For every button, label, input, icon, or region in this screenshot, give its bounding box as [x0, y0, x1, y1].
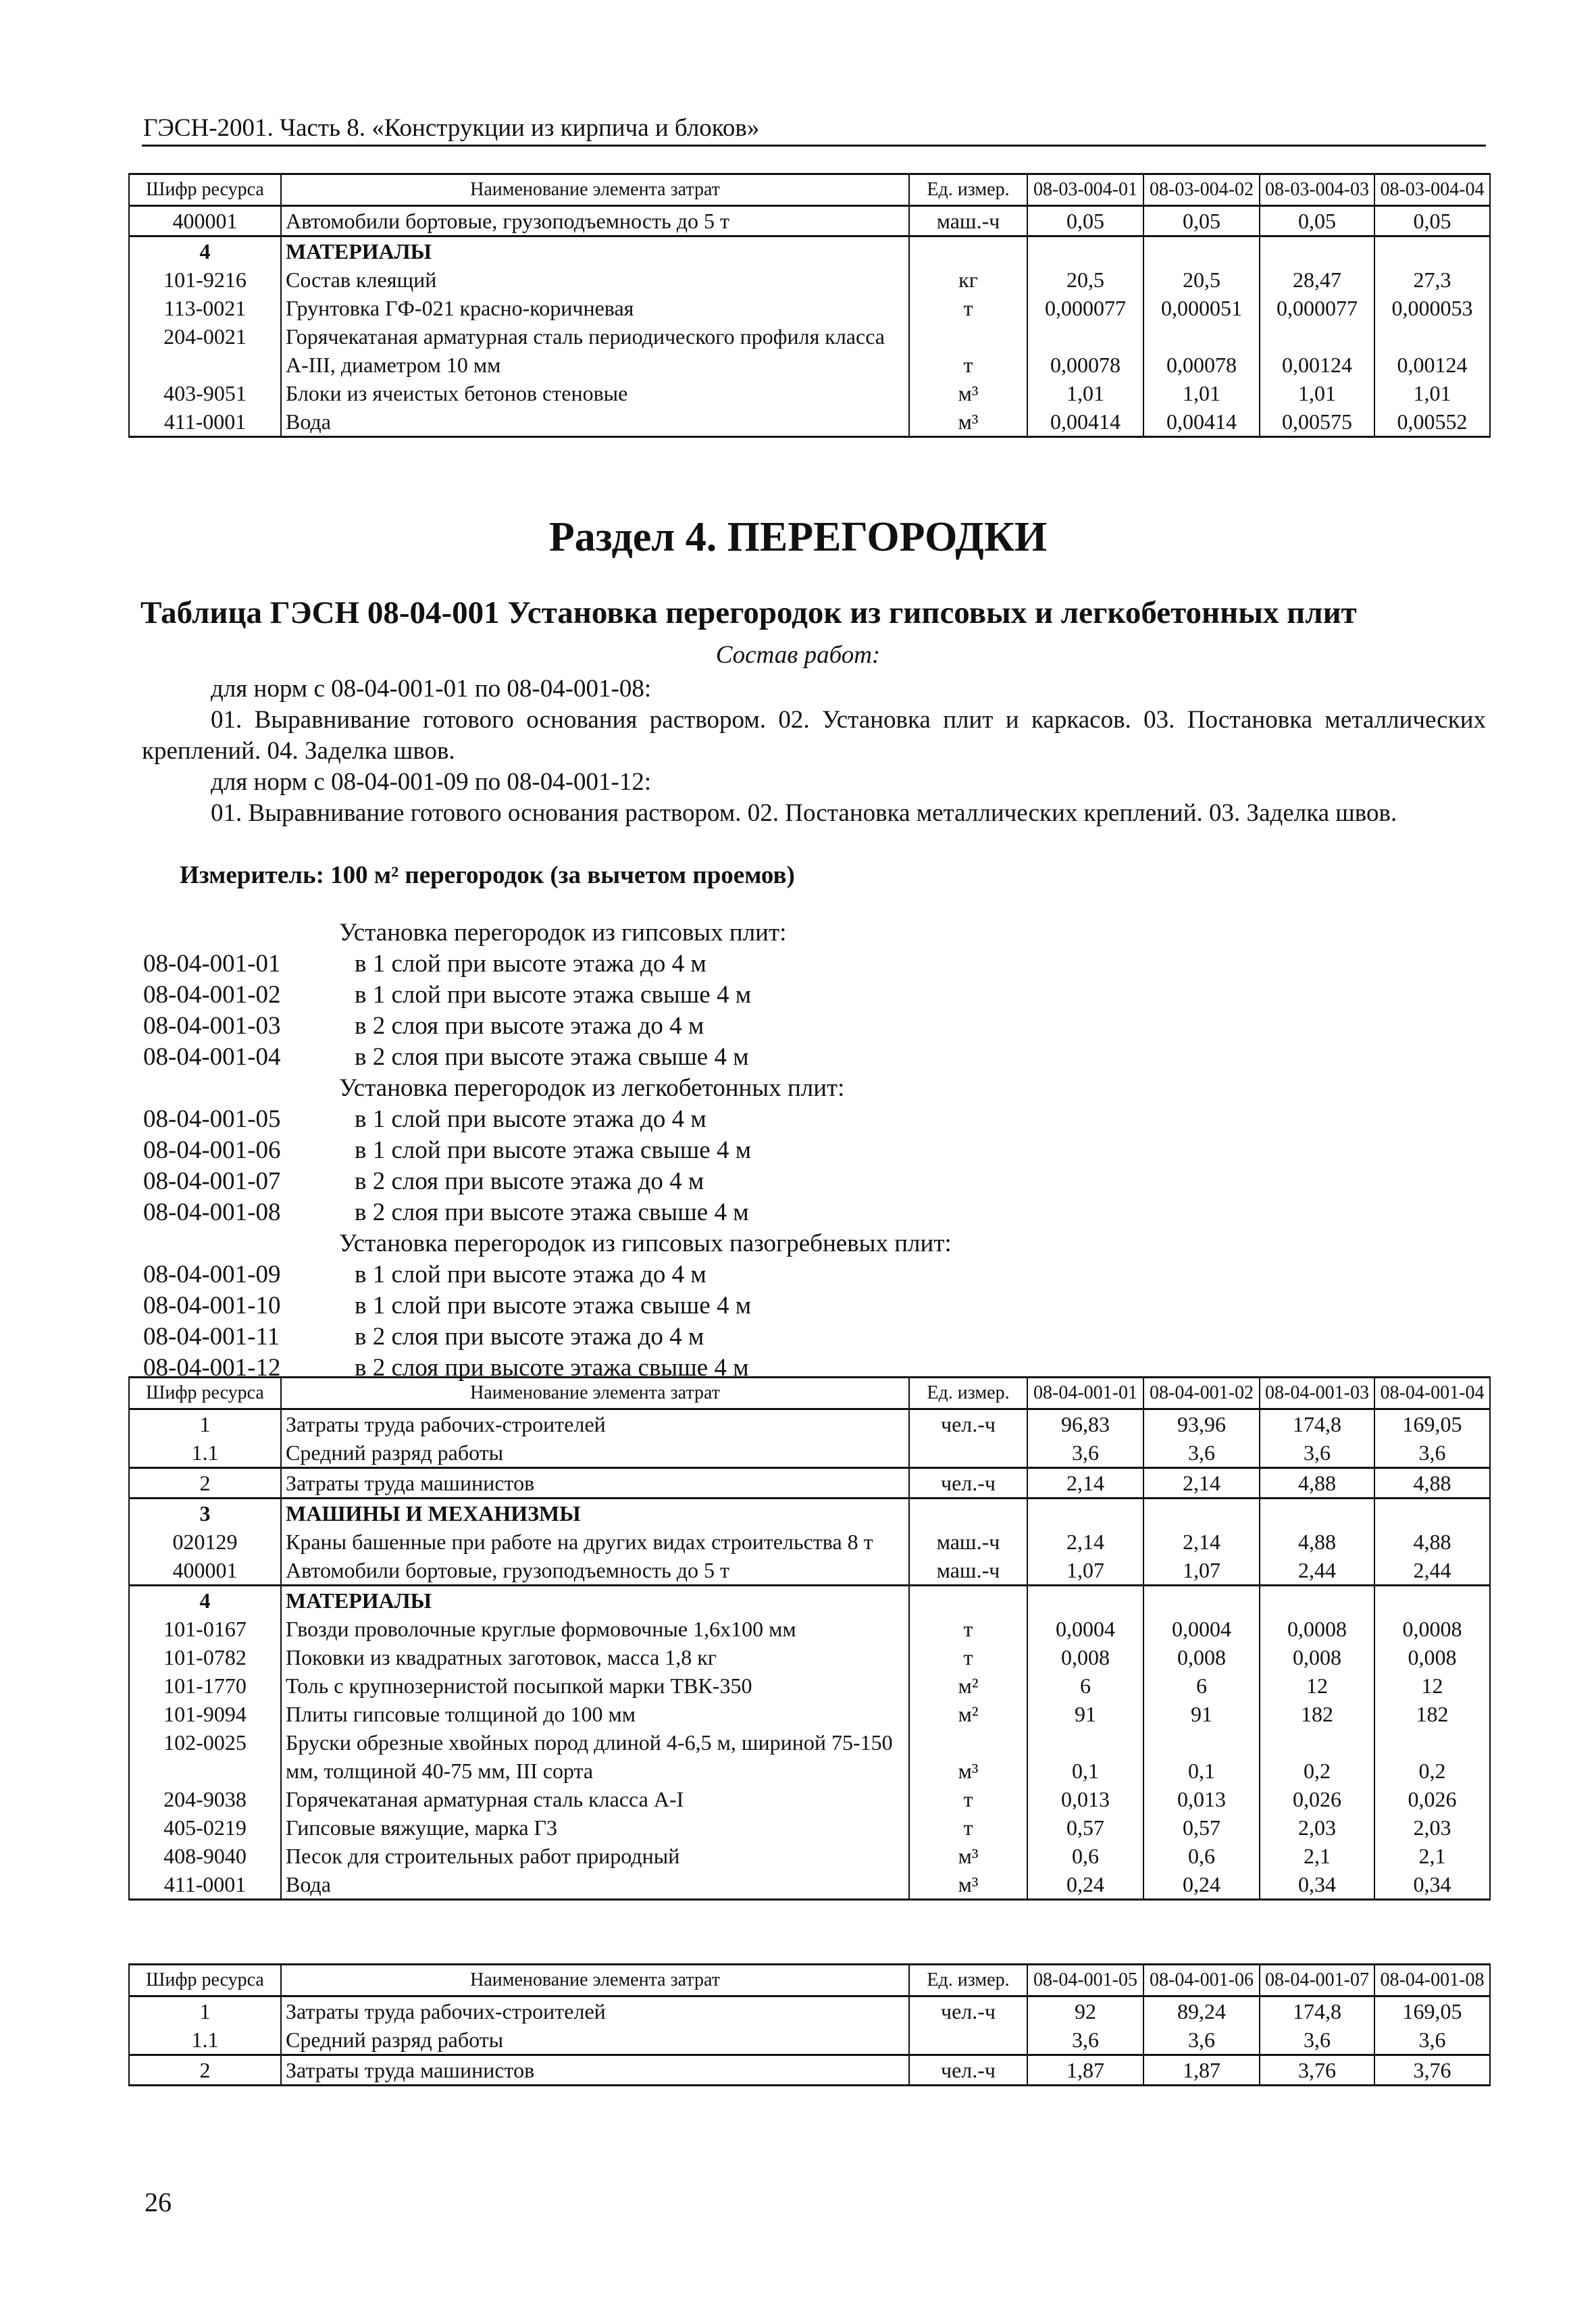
- cost-element-name: Песок для строительных работ природный: [281, 1842, 909, 1870]
- norm-value: 0,1: [1027, 1728, 1143, 1785]
- work-intro-2: для норм с 08-04-001-09 по 08-04-001-12:: [211, 768, 652, 796]
- resource-code: 403-9051: [129, 379, 281, 407]
- running-header: ГЭСН-2001. Часть 8. «Конструкции из кирпича и блоков»: [143, 114, 760, 142]
- unit-of-measure: чел.-ч: [909, 1468, 1027, 1499]
- cost-element-name: Автомобили бортовые, грузоподъемность до 5 т: [281, 1556, 909, 1586]
- resource-code: 204-9038: [129, 1785, 281, 1813]
- table-row: [129, 1785, 1490, 1813]
- unit-of-measure: м³: [909, 1728, 1027, 1785]
- norm-value: 96,83: [1027, 1409, 1143, 1439]
- norm-value: 0,34: [1374, 1870, 1490, 1900]
- norm-value: 2,44: [1260, 1556, 1374, 1586]
- norm-value: 1,01: [1374, 379, 1490, 407]
- norm-value: 0,2: [1260, 1728, 1374, 1785]
- norm-value: [1143, 1499, 1260, 1528]
- norm-value: 0,026: [1374, 1785, 1490, 1813]
- resource-code: 400001: [129, 1556, 281, 1586]
- page-number: 26: [145, 2187, 172, 2217]
- norm-value: 0,008: [1143, 1643, 1260, 1671]
- norm-code: 08-04-001-11: [143, 1323, 280, 1351]
- norm-description: в 1 слой при высоте этажа свыше 4 м: [355, 981, 752, 1009]
- norm-value: 0,05: [1260, 206, 1374, 236]
- table-title: Таблица ГЭСН 08-04-001 Установка перегородок из гипсовых и легкобетонных плит: [140, 595, 1357, 630]
- work-text-1: 01. Выравнивание готового основания раствором. 02. Установка плит и каркасов. 03. Постановка металлических креплений. 04. Заделка швов.: [142, 706, 1486, 765]
- norm-value: 20,5: [1143, 266, 1260, 294]
- resource-code: 2: [129, 2055, 281, 2086]
- col-header-code: Шифр ресурса: [129, 174, 281, 206]
- unit-of-measure: кг: [909, 266, 1027, 294]
- col-header-code: Шифр ресурса: [129, 1378, 281, 1409]
- norm-code: 08-04-001-12: [143, 1354, 281, 1382]
- col-header-name: Наименование элемента затрат: [281, 1965, 909, 1996]
- norm-value: 2,03: [1260, 1813, 1374, 1842]
- table-row: [129, 1468, 1490, 1499]
- norm-value: 3,6: [1027, 1438, 1143, 1468]
- cost-element-name: Вода: [281, 1870, 909, 1900]
- norm-description: в 1 слой при высоте этажа до 4 м: [355, 950, 706, 978]
- unit-of-measure: м²: [909, 1671, 1027, 1700]
- resource-code: 101-0167: [129, 1615, 281, 1643]
- cost-element-name: Затраты труда машинистов: [281, 2055, 909, 2086]
- unit-of-measure: чел.-ч: [909, 1409, 1027, 1439]
- norm-value: 0,00124: [1260, 322, 1374, 379]
- unit-of-measure: чел.-ч: [909, 2055, 1027, 2086]
- norm-value: 3,76: [1374, 2055, 1490, 2086]
- table-row: [129, 1671, 1490, 1700]
- table-row: [129, 1643, 1490, 1671]
- norm-value: 0,000053: [1374, 294, 1490, 322]
- norm-value: 0,008: [1027, 1643, 1143, 1671]
- table-row: [129, 379, 1490, 407]
- cost-element-name: Блоки из ячеистых бетонов стеновые: [281, 379, 909, 407]
- table-row: [129, 1700, 1490, 1728]
- norm-description: в 2 слоя при высоте этажа до 4 м: [355, 1323, 704, 1351]
- resource-code: 113-0021: [129, 294, 281, 322]
- unit-of-measure: маш.-ч: [909, 1528, 1027, 1556]
- col-header-unit: Ед. измер.: [909, 1965, 1027, 1996]
- table-row: [129, 1615, 1490, 1643]
- cost-element-name: Состав клеящий: [281, 266, 909, 294]
- norm-value: 91: [1143, 1700, 1260, 1728]
- norm-description: в 1 слой при высоте этажа свыше 4 м: [355, 1136, 752, 1164]
- norm-value: 1,07: [1143, 1556, 1260, 1586]
- unit-of-measure: т: [909, 1785, 1027, 1813]
- norm-code: 08-04-001-04: [143, 1043, 281, 1071]
- norm-code: 08-04-001-07: [143, 1167, 281, 1195]
- unit-of-measure: т: [909, 1813, 1027, 1842]
- norm-description: в 1 слой при высоте этажа свыше 4 м: [355, 1292, 752, 1319]
- cost-element-name: Затраты труда рабочих-строителей: [281, 1409, 909, 1439]
- table-row: [129, 1842, 1490, 1870]
- norm-value: 0,0004: [1027, 1615, 1143, 1643]
- norm-value: 1,07: [1027, 1556, 1143, 1586]
- unit-of-measure: м³: [909, 407, 1027, 437]
- resource-code: 3: [129, 1499, 281, 1528]
- norm-value: 0,0008: [1374, 1615, 1490, 1643]
- table-row: [129, 2026, 1490, 2055]
- norm-value: 2,14: [1027, 1528, 1143, 1556]
- norm-value: 0,0008: [1260, 1615, 1374, 1643]
- norm-value: 0,57: [1143, 1813, 1260, 1842]
- cost-element-name: Краны башенные при работе на других видах строительства 8 т: [281, 1528, 909, 1556]
- norm-value: [1374, 1586, 1490, 1615]
- norm-value: 0,013: [1143, 1785, 1260, 1813]
- resource-code: 408-9040: [129, 1842, 281, 1870]
- cost-element-name: Автомобили бортовые, грузоподъемность до 5 т: [281, 206, 909, 236]
- cost-element-name: Горячекатаная арматурная сталь периодического профиля класса А-III, диаметром 10 мм: [281, 322, 909, 379]
- norm-value: 1,87: [1143, 2055, 1260, 2086]
- col-header-name: Наименование элемента затрат: [281, 174, 909, 206]
- norm-value: 169,05: [1374, 1996, 1490, 2026]
- unit-of-measure: т: [909, 294, 1027, 322]
- unit-of-measure: [909, 1499, 1027, 1528]
- norm-description: в 2 слоя при высоте этажа свыше 4 м: [355, 1199, 749, 1226]
- cost-element-name: Затраты труда рабочих-строителей: [281, 1996, 909, 2026]
- norm-value: 6: [1143, 1671, 1260, 1700]
- col-header-code: Шифр ресурса: [129, 1965, 281, 1996]
- norm-value: [1027, 236, 1143, 266]
- table-row: [129, 1556, 1490, 1586]
- cost-element-name: Гипсовые вяжущие, марка Г3: [281, 1813, 909, 1842]
- col-header-norm: 08-03-004-02: [1143, 174, 1260, 206]
- cost-element-name: Средний разряд работы: [281, 2026, 909, 2055]
- resource-code: 101-1770: [129, 1671, 281, 1700]
- norm-value: 12: [1260, 1671, 1374, 1700]
- measurement-unit: Измеритель: 100 м² перегородок (за вычетом проемов): [180, 861, 795, 889]
- resource-code: 101-9094: [129, 1700, 281, 1728]
- table-row: [129, 1499, 1490, 1528]
- work-intro-1: для норм с 08-04-001-01 по 08-04-001-08:: [211, 675, 652, 703]
- norm-code: 08-04-001-02: [143, 981, 281, 1009]
- col-header-norm: 08-04-001-08: [1374, 1965, 1490, 1996]
- col-header-norm: 08-04-001-04: [1374, 1378, 1490, 1409]
- table-row: [129, 1813, 1490, 1842]
- col-header-norm: 08-04-001-02: [1143, 1378, 1260, 1409]
- section-title: Раздел 4. ПЕРЕГОРОДКИ: [548, 514, 1048, 560]
- norm-code: 08-04-001-08: [143, 1199, 281, 1226]
- norm-value: 0,05: [1143, 206, 1260, 236]
- norm-value: 0,026: [1260, 1785, 1374, 1813]
- unit-of-measure: м³: [909, 1870, 1027, 1900]
- norm-value: 3,6: [1143, 2026, 1260, 2055]
- norm-value: 28,47: [1260, 266, 1374, 294]
- norm-value: 0,000077: [1027, 294, 1143, 322]
- norm-value: 1,01: [1260, 379, 1374, 407]
- norm-value: 1,01: [1143, 379, 1260, 407]
- header-rule: [142, 145, 1486, 147]
- norm-value: 0,6: [1027, 1842, 1143, 1870]
- norm-group-title: Установка перегородок из легкобетонных плит:: [339, 1074, 845, 1102]
- norm-group-title: Установка перегородок из гипсовых плит:: [339, 919, 787, 947]
- col-header-norm: 08-04-001-01: [1027, 1378, 1143, 1409]
- norm-description: в 2 слоя при высоте этажа до 4 м: [355, 1167, 704, 1195]
- norm-code: 08-04-001-03: [143, 1012, 281, 1040]
- norm-value: 3,6: [1260, 2026, 1374, 2055]
- table-row: [129, 1438, 1490, 1468]
- norm-value: [1260, 1499, 1374, 1528]
- col-header-norm: 08-03-004-03: [1260, 174, 1374, 206]
- norm-description: в 2 слоя при высоте этажа свыше 4 м: [355, 1354, 749, 1382]
- norm-value: 4,88: [1374, 1468, 1490, 1499]
- table-row: [129, 1586, 1490, 1615]
- table-row: [129, 206, 1490, 236]
- norm-value: 0,2: [1374, 1728, 1490, 1785]
- work-composition-label: Состав работ:: [715, 641, 881, 669]
- cost-element-name: МАТЕРИАЛЫ: [281, 236, 909, 266]
- col-header-norm: 08-04-001-06: [1143, 1965, 1260, 1996]
- table-row: [129, 294, 1490, 322]
- norm-value: 4,88: [1260, 1468, 1374, 1499]
- cost-element-name: Бруски обрезные хвойных пород длиной 4-6,5 м, шириной 75-150 мм, толщиной 40-75 мм, III сорта: [281, 1728, 909, 1785]
- norm-value: 3,6: [1027, 2026, 1143, 2055]
- norm-value: 174,8: [1260, 1409, 1374, 1439]
- cost-element-name: МАШИНЫ И МЕХАНИЗМЫ: [281, 1499, 909, 1528]
- norm-value: 2,14: [1143, 1468, 1260, 1499]
- norm-value: 89,24: [1143, 1996, 1260, 2026]
- norm-value: 0,000051: [1143, 294, 1260, 322]
- norm-value: 3,76: [1260, 2055, 1374, 2086]
- norm-value: 174,8: [1260, 1996, 1374, 2026]
- col-header-norm: 08-03-004-04: [1374, 174, 1490, 206]
- table-row: [129, 322, 1490, 379]
- col-header-norm: 08-04-001-07: [1260, 1965, 1374, 1996]
- norm-value: 0,24: [1027, 1870, 1143, 1900]
- table-row: [129, 1528, 1490, 1556]
- unit-of-measure: маш.-ч: [909, 206, 1027, 236]
- resource-code: 400001: [129, 206, 281, 236]
- norm-value: [1260, 236, 1374, 266]
- norm-value: 0,1: [1143, 1728, 1260, 1785]
- resource-code: 101-9216: [129, 266, 281, 294]
- norm-value: 3,6: [1374, 2026, 1490, 2055]
- cost-element-name: Поковки из квадратных заготовок, масса 1,8 кг: [281, 1643, 909, 1671]
- cost-element-name: Гвозди проволочные круглые формовочные 1,6х100 мм: [281, 1615, 909, 1643]
- norm-value: 0,00552: [1374, 407, 1490, 437]
- norm-value: 0,34: [1260, 1870, 1374, 1900]
- cost-element-name: МАТЕРИАЛЫ: [281, 1586, 909, 1615]
- norm-value: [1143, 236, 1260, 266]
- norm-value: 91: [1027, 1700, 1143, 1728]
- unit-of-measure: [909, 1438, 1027, 1468]
- cost-element-name: Грунтовка ГФ-021 красно-коричневая: [281, 294, 909, 322]
- col-header-unit: Ед. измер.: [909, 174, 1027, 206]
- norm-value: 0,24: [1143, 1870, 1260, 1900]
- resource-code: 4: [129, 1586, 281, 1615]
- table-row: [129, 1996, 1490, 2026]
- norm-value: 0,000077: [1260, 294, 1374, 322]
- norm-value: 1,01: [1027, 379, 1143, 407]
- norm-code: 08-04-001-09: [143, 1261, 281, 1288]
- norm-value: 0,008: [1260, 1643, 1374, 1671]
- table-row: [129, 1728, 1490, 1785]
- norm-value: 12: [1374, 1671, 1490, 1700]
- norm-value: 0,57: [1027, 1813, 1143, 1842]
- resource-code: 1: [129, 1996, 281, 2026]
- norm-value: 3,6: [1143, 1438, 1260, 1468]
- resource-code: 101-0782: [129, 1643, 281, 1671]
- norm-description: в 1 слой при высоте этажа до 4 м: [355, 1105, 706, 1133]
- resource-code: 1.1: [129, 1438, 281, 1468]
- norm-code: 08-04-001-10: [143, 1292, 281, 1319]
- resource-code: 102-0025: [129, 1728, 281, 1785]
- norm-value: 4,88: [1374, 1528, 1490, 1556]
- norm-value: 0,00078: [1027, 322, 1143, 379]
- col-header-unit: Ед. измер.: [909, 1378, 1027, 1409]
- norm-value: [1374, 236, 1490, 266]
- norm-value: [1027, 1499, 1143, 1528]
- norm-code: 08-04-001-05: [143, 1105, 281, 1133]
- norm-value: 0,00414: [1027, 407, 1143, 437]
- resource-code: 405-0219: [129, 1813, 281, 1842]
- norm-value: [1374, 1499, 1490, 1528]
- norm-value: 3,6: [1374, 1438, 1490, 1468]
- resource-code: 204-0021: [129, 322, 281, 379]
- cost-element-name: Вода: [281, 407, 909, 437]
- resource-code: 411-0001: [129, 407, 281, 437]
- norm-description: в 2 слоя при высоте этажа свыше 4 м: [355, 1043, 749, 1071]
- norm-value: 182: [1374, 1700, 1490, 1728]
- norm-value: 0,00575: [1260, 407, 1374, 437]
- resources-table-08-04-001-01-04: [128, 1376, 1491, 1901]
- norm-value: 2,1: [1374, 1842, 1490, 1870]
- norm-value: 2,03: [1374, 1813, 1490, 1842]
- unit-of-measure: т: [909, 322, 1027, 379]
- cost-element-name: Средний разряд работы: [281, 1438, 909, 1468]
- cost-element-name: Горячекатаная арматурная сталь класса А-I: [281, 1785, 909, 1813]
- norm-value: 182: [1260, 1700, 1374, 1728]
- norm-value: 27,3: [1374, 266, 1490, 294]
- resource-code: 1: [129, 1409, 281, 1439]
- norm-code: 08-04-001-06: [143, 1136, 281, 1164]
- table-row: [129, 407, 1490, 437]
- unit-of-measure: м³: [909, 379, 1027, 407]
- unit-of-measure: чел.-ч: [909, 1996, 1027, 2026]
- table-row: [129, 1870, 1490, 1900]
- norm-value: 3,6: [1260, 1438, 1374, 1468]
- table-row: [129, 1409, 1490, 1439]
- resource-code: 411-0001: [129, 1870, 281, 1900]
- table-row: [129, 2055, 1490, 2086]
- norm-group-title: Установка перегородок из гипсовых пазогребневых плит:: [339, 1230, 952, 1257]
- table-row: [129, 236, 1490, 266]
- norm-description: в 2 слоя при высоте этажа до 4 м: [355, 1012, 704, 1040]
- unit-of-measure: маш.-ч: [909, 1556, 1027, 1586]
- unit-of-measure: [909, 236, 1027, 266]
- norm-value: 2,14: [1143, 1528, 1260, 1556]
- norm-value: 4,88: [1260, 1528, 1374, 1556]
- unit-of-measure: м³: [909, 1842, 1027, 1870]
- col-header-norm: 08-04-001-05: [1027, 1965, 1143, 1996]
- norm-value: 92: [1027, 1996, 1143, 2026]
- norm-value: 0,0004: [1143, 1615, 1260, 1643]
- norm-value: 0,00124: [1374, 322, 1490, 379]
- norm-value: 20,5: [1027, 266, 1143, 294]
- resources-table-08-04-001-05-08: [128, 1963, 1491, 2086]
- norm-value: 0,013: [1027, 1785, 1143, 1813]
- cost-element-name: Затраты труда машинистов: [281, 1468, 909, 1499]
- norm-value: 2,1: [1260, 1842, 1374, 1870]
- col-header-norm: 08-03-004-01: [1027, 174, 1143, 206]
- cost-element-name: Толь с крупнозернистой посыпкой марки ТВК-350: [281, 1671, 909, 1700]
- norm-value: 0,00078: [1143, 322, 1260, 379]
- norm-value: [1027, 1586, 1143, 1615]
- norm-value: 1,87: [1027, 2055, 1143, 2086]
- norm-value: 0,05: [1027, 206, 1143, 236]
- norm-value: [1260, 1586, 1374, 1615]
- resource-code: 020129: [129, 1528, 281, 1556]
- unit-of-measure: т: [909, 1643, 1027, 1671]
- norm-value: 93,96: [1143, 1409, 1260, 1439]
- norm-value: 2,44: [1374, 1556, 1490, 1586]
- norm-code: 08-04-001-01: [143, 950, 281, 978]
- norm-value: [1143, 1586, 1260, 1615]
- cost-element-name: Плиты гипсовые толщиной до 100 мм: [281, 1700, 909, 1728]
- norm-value: 0,008: [1374, 1643, 1490, 1671]
- col-header-norm: 08-04-001-03: [1260, 1378, 1374, 1409]
- resource-code: 4: [129, 236, 281, 266]
- unit-of-measure: т: [909, 1615, 1027, 1643]
- col-header-name: Наименование элемента затрат: [281, 1378, 909, 1409]
- norm-value: 0,05: [1374, 206, 1490, 236]
- norm-value: 0,00414: [1143, 407, 1260, 437]
- resources-table-08-03-004: [128, 173, 1491, 438]
- norm-value: 0,6: [1143, 1842, 1260, 1870]
- unit-of-measure: [909, 2026, 1027, 2055]
- resource-code: 2: [129, 1468, 281, 1499]
- norm-value: 6: [1027, 1671, 1143, 1700]
- norm-value: 169,05: [1374, 1409, 1490, 1439]
- work-text-2: 01. Выравнивание готового основания раствором. 02. Постановка металлических креплений. 03. Заделка швов.: [211, 799, 1397, 827]
- unit-of-measure: м²: [909, 1700, 1027, 1728]
- norm-value: 2,14: [1027, 1468, 1143, 1499]
- table-row: [129, 266, 1490, 294]
- resource-code: 1.1: [129, 2026, 281, 2055]
- norm-description: в 1 слой при высоте этажа до 4 м: [355, 1261, 706, 1288]
- unit-of-measure: [909, 1586, 1027, 1615]
